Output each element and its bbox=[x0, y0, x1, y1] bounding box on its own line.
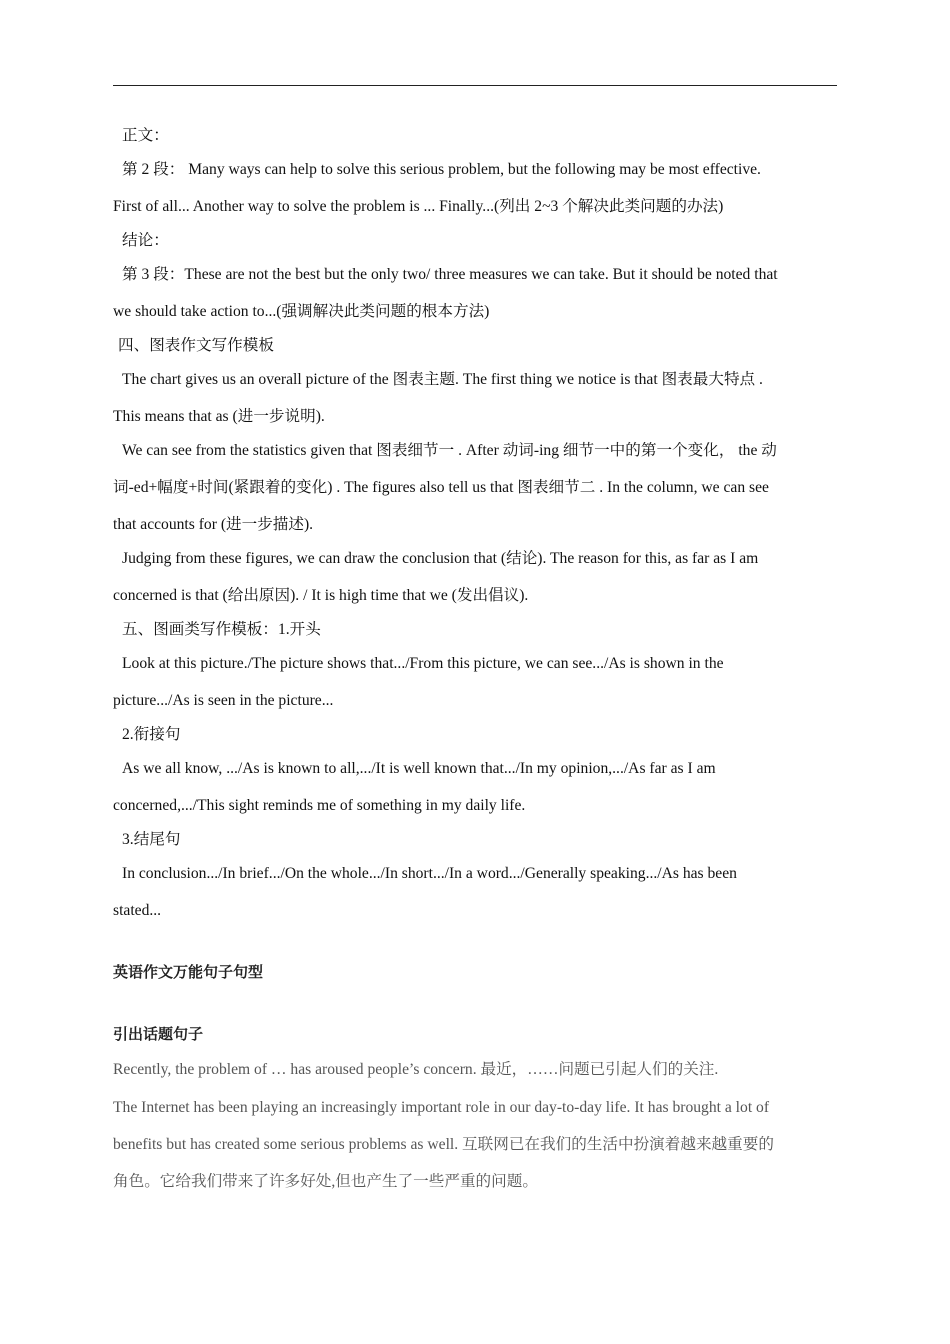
label-main-text: 正文： bbox=[122, 127, 169, 144]
topic-sentence-2-line-3: 角色。它给我们带来了许多好处,但也产生了一些严重的问题。 bbox=[113, 1173, 538, 1190]
chart-template-line-5: that accounts for (进一步描述). bbox=[113, 516, 314, 533]
picture-opening-line-1: Look at this picture./The picture shows that.../From this picture, we can see.../As is shown in the bbox=[122, 655, 724, 672]
section-title: 英语作文万能句子句型 bbox=[113, 963, 264, 981]
paragraph-2-line-1: 第 2 段： Many ways can help to solve this serious problem, but the following may be most effective. bbox=[122, 161, 761, 178]
paragraph-3-line-2: we should take action to...(强调解决此类问题的根本方法) bbox=[113, 303, 490, 320]
heading-transition: 2.衔接句 bbox=[122, 726, 181, 743]
chart-template-line-4: 词-ed+幅度+时间(紧跟着的变化) . The figures also tell us that 图表细节二 . In the column, we can see bbox=[113, 479, 769, 496]
paragraph-2-line-2: First of all... Another way to solve the problem is ... Finally...(列出 2~3 个解决此类问题的办法) bbox=[113, 198, 724, 215]
heading-picture-template: 五、图画类写作模板：1.开头 bbox=[122, 621, 321, 638]
paragraph-3-line-1: 第 3 段：These are not the best but the only two/ three measures we can take. But it should be noted that bbox=[122, 266, 778, 283]
topic-sentence-2-line-1: The Internet has been playing an increasingly important role in our day-to-day life. It has brought a lot of bbox=[113, 1099, 770, 1116]
header-rule bbox=[113, 85, 837, 86]
ending-line-2: stated... bbox=[113, 902, 162, 919]
topic-sentence-1: Recently, the problem of … has aroused people’s concern. 最近，……问题已引起人们的关注. bbox=[113, 1061, 719, 1078]
chart-template-line-2: This means that as (进一步说明). bbox=[113, 408, 325, 425]
transition-line-2: concerned,.../This sight reminds me of something in my daily life. bbox=[113, 797, 526, 814]
transition-line-1: As we all know, .../As is known to all,.../It is well known that.../In my opinion,.../As far as I am bbox=[122, 760, 716, 777]
heading-ending: 3.结尾句 bbox=[122, 831, 181, 848]
chart-template-line-6: Judging from these figures, we can draw the conclusion that (结论). The reason for this, as far as I am bbox=[122, 550, 759, 567]
chart-template-line-7: concerned is that (给出原因). / It is high time that we (发出倡议). bbox=[113, 587, 529, 604]
topic-sentence-2-line-2: benefits but has created some serious problems as well. 互联网已在我们的生活中扮演着越来越重要的 bbox=[113, 1136, 774, 1153]
heading-chart-template: 四、图表作文写作模板 bbox=[118, 337, 274, 354]
document-body bbox=[113, 124, 837, 1194]
ending-line-1: In conclusion.../In brief.../On the whole.../In short.../In a word.../Generally speaking.../As has been bbox=[122, 865, 737, 882]
chart-template-line-3: We can see from the statistics given that 图表细节一 . After 动词-ing 细节一中的第一个变化， the 动 bbox=[122, 442, 777, 459]
label-conclusion: 结论： bbox=[122, 232, 169, 249]
section-subtitle: 引出话题句子 bbox=[113, 1025, 204, 1043]
chart-template-line-1: The chart gives us an overall picture of the 图表主题. The first thing we notice is that 图表最大特点 . bbox=[122, 371, 763, 388]
picture-opening-line-2: picture.../As is seen in the picture... bbox=[113, 692, 334, 709]
